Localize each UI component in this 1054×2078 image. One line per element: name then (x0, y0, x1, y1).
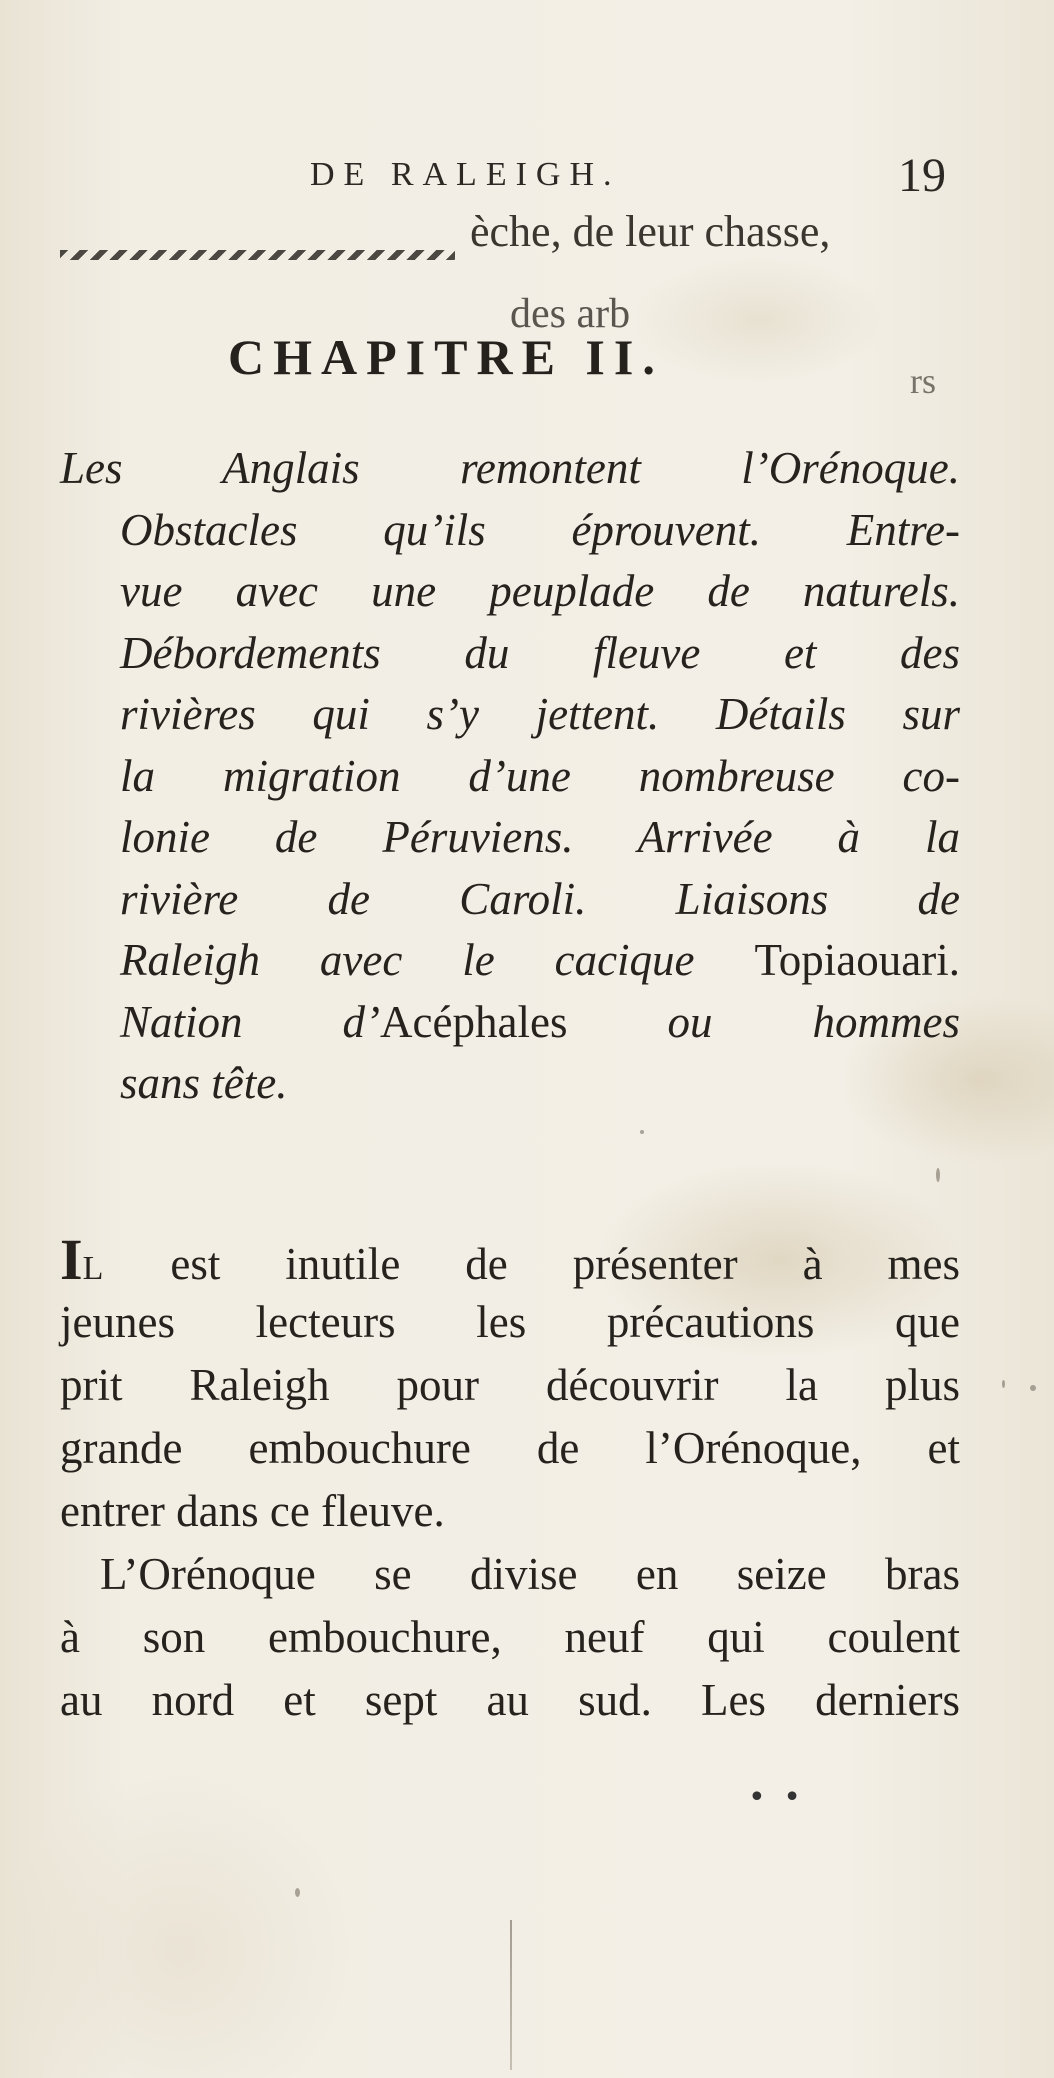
paper-speck (1030, 1385, 1036, 1391)
page-header (0, 148, 1054, 208)
paper-speck (1002, 1380, 1005, 1388)
body-text (60, 1228, 960, 1732)
ornament-rule (60, 250, 455, 260)
summary-line (60, 992, 960, 1054)
summary-line: vue avec une peuplade de naturels. (120, 566, 960, 616)
summary-line: sans tête. (120, 1058, 288, 1108)
chapter-summary (60, 438, 960, 1115)
summary-roman: Acéphales (380, 996, 568, 1047)
paper-speck (936, 1168, 940, 1182)
body-line: prit Raleigh pour découvrir la plus (60, 1360, 960, 1410)
bleed-through-line-2: des arb (510, 291, 631, 337)
running-head: DE RALEIGH. (310, 156, 621, 193)
small-cap: L (82, 1250, 106, 1287)
body-line: à son embouchure, neuf qui coulent (60, 1612, 960, 1662)
drop-cap: I (60, 1227, 83, 1292)
body-line: grande embouchure de l’Orénoque, et (60, 1423, 960, 1473)
summary-italic: ou hommes (667, 996, 960, 1047)
body-line: jeunes lecteurs les précautions que (60, 1297, 960, 1347)
summary-italic: Raleigh avec le cacique (120, 935, 695, 985)
body-line-text: est inutile de présenter à mes (170, 1239, 961, 1289)
paper-crease (510, 1920, 512, 2070)
summary-line: rivière de Caroli. Liaisons de (120, 873, 960, 924)
bleed-through-line-1: èche, de leur chasse, (470, 207, 831, 256)
body-line (60, 1228, 960, 1291)
summary-roman: Topiaouari. (754, 935, 960, 985)
paper-speck (640, 1130, 644, 1134)
page-number: 19 (898, 149, 946, 202)
summary-line: lonie de Péruviens. Arrivée à la (120, 812, 960, 862)
body-line: au nord et sept au sud. Les derniers (60, 1675, 960, 1725)
catchmark: • • (748, 1780, 805, 1815)
body-line: entrer dans ce fleuve. (60, 1486, 445, 1536)
summary-line: la migration d’une nombreuse co- (120, 750, 960, 801)
summary-line (60, 930, 960, 992)
summary-line: Obstacles qu’ils éprouvent. Entre- (120, 504, 960, 555)
summary-italic: Nation d’ (120, 996, 381, 1047)
paper-speck (295, 1888, 300, 1897)
summary-line: Les Anglais remontent l’Orénoque. (60, 443, 960, 493)
summary-line: rivières qui s’y jettent. Détails sur (120, 689, 960, 739)
body-line: L’Orénoque se divise en seize bras (100, 1549, 960, 1599)
bleed-through-fragment: rs (910, 361, 936, 401)
chapter-title: CHAPITRE II. (228, 329, 664, 385)
summary-line: Débordements du fleuve et des (120, 627, 960, 678)
